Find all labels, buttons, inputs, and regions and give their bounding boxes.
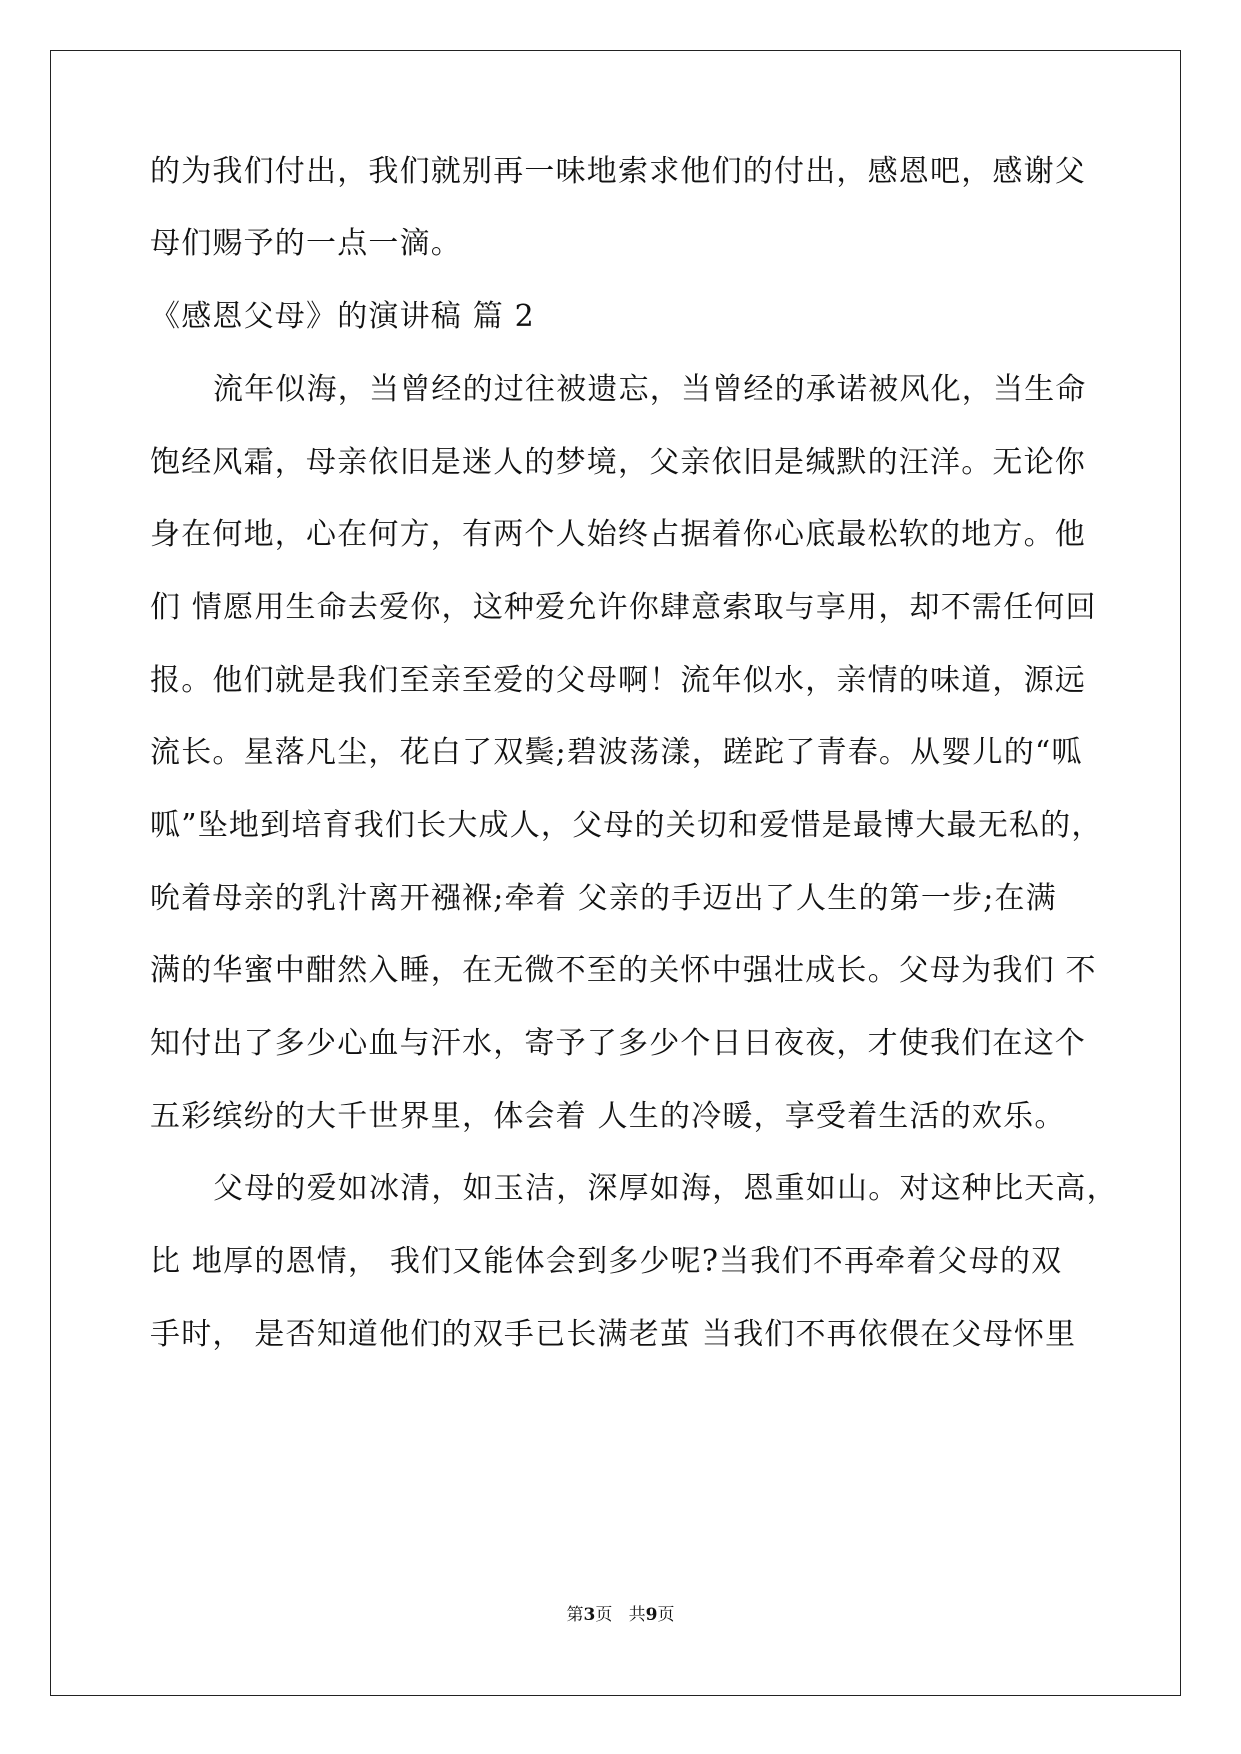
text-line: 比 地厚的恩情， 我们又能体会到多少呢?当我们不再牵着父母的双: [150, 1244, 1063, 1279]
text-line: 流年似海，当曾经的过往被遗忘，当曾经的承诺被风化，当生命: [213, 372, 1087, 407]
section-heading: 《感恩父母》的演讲稿 篇 2: [150, 299, 535, 334]
page-current: 3: [583, 1605, 596, 1625]
page-mid: 页 共: [595, 1605, 646, 1625]
text-line: 的为我们付出，我们就别再一味地索求他们的付出，感恩吧，感谢父: [150, 154, 1086, 189]
text-line: 报。他们就是我们至亲至爱的父母啊！流年似水，亲情的味道，源远: [150, 663, 1086, 698]
text-line: 母们赐予的一点一滴。: [150, 226, 462, 261]
text-line: 手时， 是否知道他们的双手已长满老茧 当我们不再依偎在父母怀里: [150, 1317, 1077, 1352]
text-line: 饱经风霜，母亲依旧是迷人的梦境，父亲依旧是缄默的汪洋。无论你: [150, 445, 1086, 480]
text-line: 身在何地，心在何方，有两个人始终占据着你心底最松软的地方。他: [150, 517, 1086, 552]
text-line: 流长。星落凡尘，花白了双鬓;碧波荡漾，蹉跎了青春。从婴儿的“呱: [150, 735, 1083, 770]
text-line: 满的华蜜中酣然入睡，在无微不至的关怀中强壮成长。父母为我们 不: [150, 953, 1097, 988]
text-line: 吮着母亲的乳汁离开襁褓;牵着 父亲的手迈出了人生的第一步;在满: [150, 881, 1057, 916]
text-line: 五彩缤纷的大千世界里，体会着 人生的冷暖，享受着生活的欢乐。: [150, 1099, 1066, 1134]
text-line: 呱”坠地到培育我们长大成人，父母的关切和爱惜是最博大最无私的，: [150, 808, 1103, 843]
page-suffix: 页: [657, 1605, 675, 1625]
text-line: 们 情愿用生命去爱你，这种爱允许你肆意索取与享用，却不需任何回: [150, 590, 1097, 625]
page-number-footer: [0, 1600, 1241, 1625]
text-line: 知付出了多少心血与汗水，寄予了多少个日日夜夜，才使我们在这个: [150, 1026, 1086, 1061]
page-prefix: 第: [566, 1605, 584, 1625]
text-line: 父母的爱如冰清，如玉洁，深厚如海，恩重如山。对这种比天高，: [213, 1171, 1118, 1206]
page-total: 9: [645, 1605, 658, 1625]
